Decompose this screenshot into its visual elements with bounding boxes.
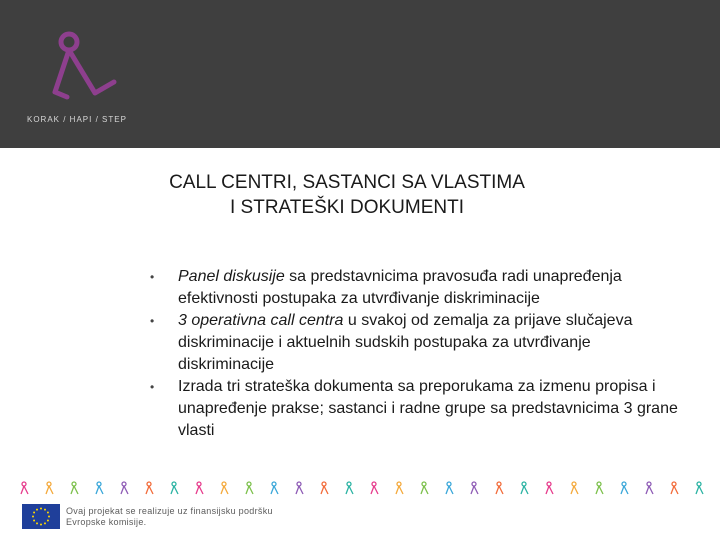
- strip-figure-icon: [421, 482, 428, 494]
- strip-figure-icon: [546, 482, 553, 494]
- bullet-item: [140, 266, 680, 310]
- eu-star-icon: [33, 512, 35, 514]
- slide-title-line1: CALL CENTRI, SASTANCI SA VLASTIMA: [169, 172, 525, 193]
- strip-figure-icon: [246, 482, 253, 494]
- eu-star-icon: [44, 509, 46, 511]
- eu-star-icon: [36, 509, 38, 511]
- bullet-item: [140, 376, 680, 442]
- strip-figure-icon: [696, 482, 703, 494]
- bullet-text: u svakoj od zemalja za prijave slučajeva diskriminacije i aktuelnih sudskih postupaka za utvrđivanje diskriminacije: [178, 312, 633, 373]
- strip-figure-icon: [296, 482, 303, 494]
- strip-figure-icon: [46, 482, 53, 494]
- strip-figure-icon: [646, 482, 653, 494]
- strip-figure-icon: [146, 482, 153, 494]
- strip-figure-icon: [321, 482, 328, 494]
- strip-figure-icon: [396, 482, 403, 494]
- strip-figure-icon: [171, 482, 178, 494]
- strip-figure-icon: [596, 482, 603, 494]
- strip-figure-icon: [221, 482, 228, 494]
- strip-figure-icon: [371, 482, 378, 494]
- funding-note-line2: Evropske komisije.: [66, 517, 147, 527]
- strip-figure-icon: [671, 482, 678, 494]
- strip-figure-icon: [521, 482, 528, 494]
- bullet-text: sa predstavnicima pravosuđa radi unapređenja efektivnosti postupaka za utvrđivanje diskriminacije: [178, 268, 622, 307]
- eu-star-icon: [33, 520, 35, 522]
- strip-figure-icon: [621, 482, 628, 494]
- eu-star-icon: [32, 516, 34, 518]
- strip-figure-icon: [71, 482, 78, 494]
- bullet-icon: •: [150, 380, 155, 394]
- strip-figure-icon: [471, 482, 478, 494]
- strip-figure-icon: [446, 482, 453, 494]
- eu-flag-icon: [22, 504, 60, 529]
- strip-figure-icon: [271, 482, 278, 494]
- bullet-italic-text: 3 operativna call centra: [178, 312, 344, 329]
- eu-star-icon: [40, 524, 42, 526]
- strip-figure-icon: [346, 482, 353, 494]
- funding-note: [66, 506, 273, 528]
- decorative-figure-strip: [18, 481, 718, 497]
- bullet-icon: •: [150, 270, 155, 284]
- strip-figure-icon: [21, 482, 28, 494]
- eu-star-icon: [47, 520, 49, 522]
- korak-figure-icon: [40, 30, 130, 110]
- header-bar: [0, 0, 720, 148]
- bullet-list: [140, 266, 680, 442]
- strip-figure-icon: [96, 482, 103, 494]
- strip-figure-icon: [196, 482, 203, 494]
- logo-label: KORAK / HAPI / STEP: [27, 115, 127, 124]
- slide-title-line2: I STRATEŠKI DOKUMENTI: [229, 197, 464, 218]
- strip-figure-icon: [496, 482, 503, 494]
- eu-star-icon: [40, 508, 42, 510]
- bullet-text: Izrada tri strateška dokumenta sa preporukama za izmenu propisa i unapređenje prakse; sastanci i radne grupe sa predstavnicima 3 grane vlasti: [178, 378, 678, 439]
- strip-figure-icon: [121, 482, 128, 494]
- eu-star-icon: [36, 522, 38, 524]
- bullet-icon: •: [150, 314, 155, 328]
- strip-figure-icon: [571, 482, 578, 494]
- eu-star-icon: [48, 516, 50, 518]
- bullet-item: [140, 310, 680, 376]
- funding-note-line1: Ovaj projekat se realizuje uz finansijsku podršku: [66, 506, 273, 516]
- bullet-italic-text: Panel diskusije: [178, 268, 285, 285]
- eu-star-icon: [44, 522, 46, 524]
- eu-star-icon: [47, 512, 49, 514]
- slide-title: [100, 170, 594, 220]
